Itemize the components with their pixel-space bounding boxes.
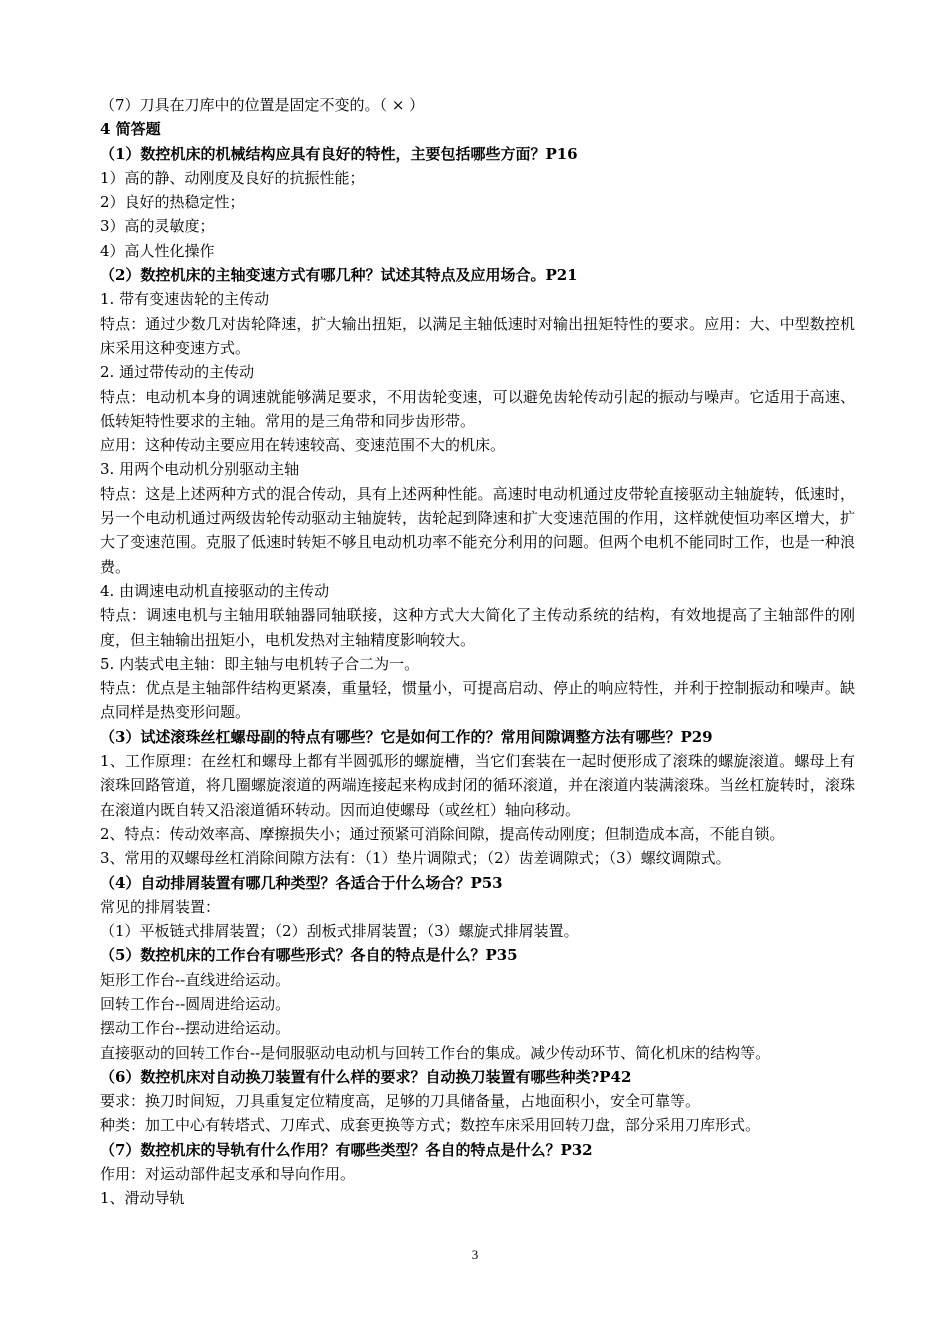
text-line: 1、滑动导轨	[100, 1189, 185, 1208]
text-line: （7）刀具在刀库中的位置是固定不变的。（ × ）	[100, 96, 425, 114]
text-line: 要求：换刀时间短，刀具重复定位精度高，足够的刀具储备量，占地面积小，安全可靠等。	[100, 1092, 701, 1111]
text-line: 作用：对运动部件起支承和导向作用。	[100, 1165, 356, 1184]
text-line: 5. 内装式电主轴：即主轴与电机转子合二为一。	[100, 654, 420, 673]
text-line: 4）高人性化操作	[100, 241, 215, 260]
question-heading: （2）数控机床的主轴变速方式有哪几种？试述其特点及应用场合。P21	[100, 266, 578, 285]
page-number: 3	[471, 1247, 479, 1262]
text-line: 4. 由调速电动机直接驱动的主传动	[100, 581, 330, 600]
text-line: 直接驱动的回转工作台--是伺服驱动电动机与回转工作台的集成。减少传动环节、简化机床的结构等。	[100, 1043, 771, 1062]
question-heading: （3）试述滚珠丝杠螺母副的特点有哪些？它是如何工作的？常用间隙调整方法有哪些？P29	[100, 727, 713, 746]
text-line: 摆动工作台--摆动进给运动。	[100, 1019, 291, 1038]
document-body	[100, 93, 855, 1211]
text-line: 应用：这种传动主要应用在转速较高、变速范围不大的机床。	[100, 436, 506, 455]
text-line: 常见的排屑装置：	[100, 897, 221, 916]
text-line: 1）高的静、动刚度及良好的抗振性能；	[100, 168, 365, 187]
text-line: 3. 用两个电动机分别驱动主轴	[100, 460, 300, 479]
answer-paragraph: 特点：调速电机与主轴用联轴器同轴联接，这种方式大大简化了主传动系统的结构，有效地提高了主轴部件的刚度，但主轴输出扭矩小，电机发热对主轴精度影响较大。	[100, 606, 855, 649]
question-heading: （7）数控机床的导轨有什么作用？有哪些类型？各自的特点是什么？P32	[100, 1140, 593, 1159]
answer-paragraph: 1、工作原理：在丝杠和螺母上都有半圆弧形的螺旋槽，当它们套装在一起时便形成了滚珠的螺旋滚道。螺母上有滚珠回路管道，将几圈螺旋滚道的两端连接起来构成封闭的循环滚道，并在滚道内装满滚珠。当丝杠旋转时，滚珠在滚道内既自转又沿滚道循环转动。因而迫使螺母（或丝杠）轴向移动。	[100, 752, 855, 819]
text-line: 矩形工作台--直线进给运动。	[100, 970, 291, 989]
question-heading: （5）数控机床的工作台有哪些形式？各自的特点是什么？P35	[100, 946, 518, 965]
text-line: 2）良好的热稳定性；	[100, 193, 245, 212]
text-line: 种类：加工中心有转塔式、刀库式、成套更换等方式；数控车床采用回转刀盘，部分采用刀库形式。	[100, 1116, 761, 1135]
question-heading: （1）数控机床的机械结构应具有良好的特性，主要包括哪些方面？P16	[100, 144, 578, 163]
text-line: 1. 带有变速齿轮的主传动	[100, 290, 270, 309]
answer-paragraph: 特点：这是上述两种方式的混合传动，具有上述两种性能。高速时电动机通过皮带轮直接驱动主轴旋转，低速时，另一个电动机通过两级齿轮传动驱动主轴旋转，齿轮起到降速和扩大变速范围的作用，这样就使恒功率区增大，扩大了变速范围。克服了低速时转矩不够且电动机功率不能充分利用的问题。但两个电机不能同时工作，也是一种浪费。	[100, 484, 855, 576]
text-line: 3）高的灵敏度；	[100, 217, 215, 236]
text-line: 3、常用的双螺母丝杠消除间隙方法有：（1）垫片调隙式；（2）齿差调隙式；（3）螺纹调隙式。	[100, 849, 731, 868]
answer-paragraph: 特点：电动机本身的调速就能够满足要求，不用齿轮变速，可以避免齿轮传动引起的振动与噪声。它适用于高速、低转矩特性要求的主轴。常用的是三角带和同步齿形带。	[100, 387, 855, 430]
question-heading: （4）自动排屑装置有哪几种类型？各适合于什么场合？P53	[100, 873, 503, 892]
text-line: 2. 通过带传动的主传动	[100, 363, 255, 382]
text-line: （1）平板链式排屑装置；（2）刮板式排屑装置；（3）螺旋式排屑装置。	[100, 922, 579, 941]
text-line: 回转工作台--圆周进给运动。	[100, 994, 291, 1013]
question-heading: （6）数控机床对自动换刀装置有什么样的要求？自动换刀装置有哪些种类?P42	[100, 1067, 632, 1086]
section-heading: 4 简答题	[100, 120, 161, 139]
text-line: 2、特点：传动效率高、摩擦损失小；通过预紧可消除间隙，提高传动刚度；但制造成本高，不能自锁。	[100, 824, 785, 843]
answer-paragraph: 特点：通过少数几对齿轮降速，扩大输出扭矩，以满足主轴低速时对输出扭矩特性的要求。应用：大、中型数控机床采用这种变速方式。	[100, 314, 855, 357]
answer-paragraph: 特点：优点是主轴部件结构更紧凑，重量轻，惯量小，可提高启动、停止的响应特性，并利于控制振动和噪声。缺点同样是热变形问题。	[100, 679, 855, 722]
